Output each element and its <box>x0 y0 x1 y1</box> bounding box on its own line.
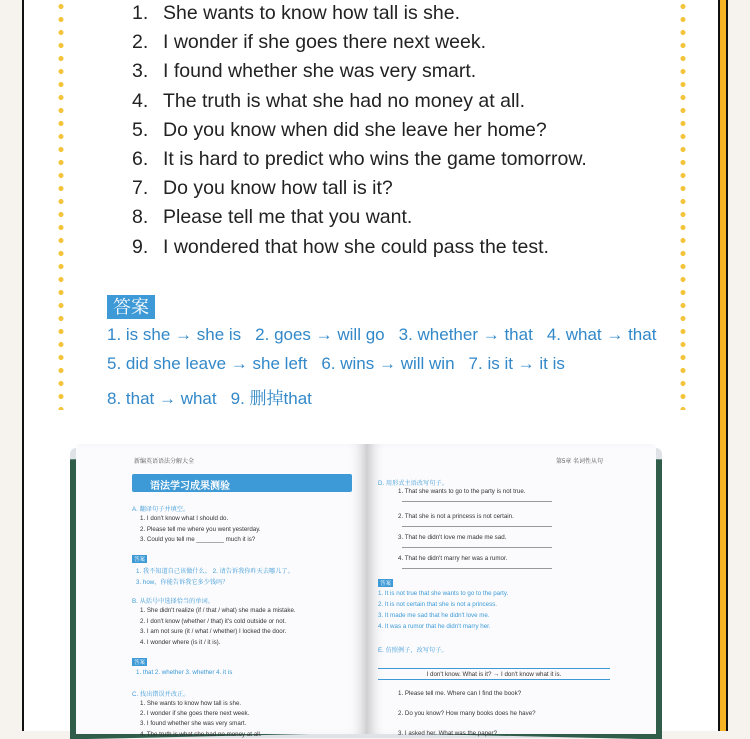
exercise-item <box>132 60 587 89</box>
exercise-text: Do you know how tall is it? <box>163 177 393 200</box>
example-box: I don't know. What is it? → I don't know what it is. <box>378 668 610 680</box>
answer-line <box>107 384 670 413</box>
left-page-line: 4. The truth is what she had no money at all. <box>140 731 262 738</box>
exercise-item <box>132 177 587 206</box>
right-page-line: 2. It is not certain that she is not a princess. <box>378 601 497 608</box>
left-page-line: 答案 <box>134 660 146 666</box>
right-dotted-border <box>680 0 686 410</box>
left-page-line: 3. Could you tell me ________ much it is? <box>140 536 256 543</box>
left-page-line: 2. I don't know (whether / that) it's cold outside or not. <box>140 618 287 625</box>
left-page-title: 语法学习成果测验 <box>150 481 230 492</box>
left-page-line: 1. She wants to know how tall is she. <box>140 700 242 707</box>
exercise-item <box>132 2 587 31</box>
exercise-number: 8. <box>132 206 149 229</box>
right-frame-border <box>718 0 728 731</box>
exercise-number: 3. <box>132 60 149 83</box>
answer-item: 8. that → what <box>107 388 217 408</box>
book-right-page <box>366 444 656 737</box>
exercise-text: I wondered that how she could pass the test. <box>163 235 549 258</box>
answer-item: 5. did she leave → she left <box>107 354 308 374</box>
exercise-number: 6. <box>132 147 149 170</box>
answer-item: 2. goes → will go <box>255 325 385 344</box>
right-page-line: 3. It made me sad that he didn't love me. <box>378 612 490 619</box>
exercise-text: Please tell me that you want. <box>163 206 413 229</box>
answer-label: 答案 <box>107 295 155 319</box>
left-page-line: C. 找出错误并改正。 <box>132 691 190 698</box>
left-page-line: 3. how，你能告诉我它多少钱吗？ <box>136 579 229 586</box>
left-dotted-border <box>58 0 64 410</box>
left-page-line: 1. that 2. whether 3. whether 4. it is <box>136 669 233 676</box>
answer-item: 4. what → that <box>546 325 657 344</box>
right-page-line: 2. That she is not a princess is not certain. <box>398 513 514 520</box>
left-page-line: 3. I am not sure (it / what / whether) I locked the door. <box>140 628 287 635</box>
book-preview-image <box>70 440 662 738</box>
right-page-line: 4. That he didn't marry her was a rumor. <box>398 555 508 562</box>
right-page-line: D. 用形式主语改写句子。 <box>378 480 448 487</box>
right-page-line: 答案 <box>380 581 392 587</box>
left-page-line: 2. Please tell me where you went yesterday. <box>140 526 261 533</box>
exercise-text: It is hard to predict who wins the game tomorrow. <box>163 147 587 170</box>
exercise-number: 1. <box>132 2 149 24</box>
exercise-list <box>132 2 587 265</box>
exercise-number: 4. <box>132 89 149 112</box>
left-page-line: B. 从括号中选择恰当的单词。 <box>132 598 214 605</box>
right-page-line: E. 仿照例子，改写句子。 <box>378 647 448 654</box>
exercise-item <box>132 31 587 60</box>
left-page-header: 新编英语语法分解大全 <box>134 459 195 465</box>
exercise-item <box>132 236 587 265</box>
exercise-text: I found whether she was very smart. <box>163 60 477 83</box>
left-page-line: 1. She didn't realize (if / that / what) she made a mistake. <box>140 607 296 614</box>
exercise-number: 5. <box>132 118 149 141</box>
answer-item: 1. is she → she is <box>107 325 242 344</box>
right-page-line: 1. That she wants to go to the party is not true. <box>398 488 526 495</box>
left-page-line: 1. I don't know what I should do. <box>140 515 229 522</box>
left-page-line: 1. 我不知道自己该做什么。 2. 请告诉我你昨天去哪儿了。 <box>136 568 294 575</box>
right-page-line: 1. It is not true that she wants to go to the party. <box>378 590 509 597</box>
answer-blank-line <box>402 568 552 569</box>
answer-blank-line <box>402 501 552 502</box>
exercise-text: The truth is what she had no money at all. <box>163 89 526 112</box>
exercise-text: She wants to know how tall is she. <box>163 2 460 24</box>
exercise-text: I wonder if she goes there next week. <box>163 31 487 54</box>
exercise-item <box>132 119 587 148</box>
right-page-line: 4. It was a rumor that he didn't marry her. <box>378 623 491 630</box>
answer-line <box>107 325 670 354</box>
exercise-number: 2. <box>132 31 149 54</box>
answer-line <box>107 354 670 383</box>
left-page-line: 3. I found whether she was very smart. <box>140 720 247 727</box>
exercise-number: 9. <box>132 235 149 258</box>
answer-item: 9. 删掉that <box>230 388 312 408</box>
answer-item: 3. whether → that <box>398 325 533 344</box>
right-page-line: 2. Do you know? How many books does he have? <box>398 710 536 717</box>
answer-item: 7. is it → it is <box>468 354 565 374</box>
right-page-line: 3. I asked her. What was the paper? <box>398 730 498 737</box>
left-page-line: A. 翻译句子并填空。 <box>132 506 190 513</box>
exercise-item <box>132 148 587 177</box>
answer-list <box>107 325 670 413</box>
left-page-line: 2. I wonder if she goes there next week. <box>140 710 250 717</box>
exercise-number: 7. <box>132 177 149 200</box>
book-left-page <box>76 444 368 738</box>
right-page-line: 3. That he didn't love me made me sad. <box>398 534 507 541</box>
left-page-line: 答案 <box>134 557 146 563</box>
answer-item: 6. wins → will win <box>321 354 455 374</box>
right-page-line: 1. Please tell me. Where can I find the book? <box>398 690 522 697</box>
left-page-line: 4. I wonder where (is it / it is). <box>140 639 221 646</box>
right-page-header: 第5章 名词性从句 <box>556 459 604 465</box>
answer-blank-line <box>402 526 552 527</box>
exercise-item <box>132 90 587 119</box>
answer-blank-line <box>402 547 552 548</box>
exercise-text: Do you know when did she leave her home? <box>163 118 547 141</box>
exercise-item <box>132 206 587 235</box>
